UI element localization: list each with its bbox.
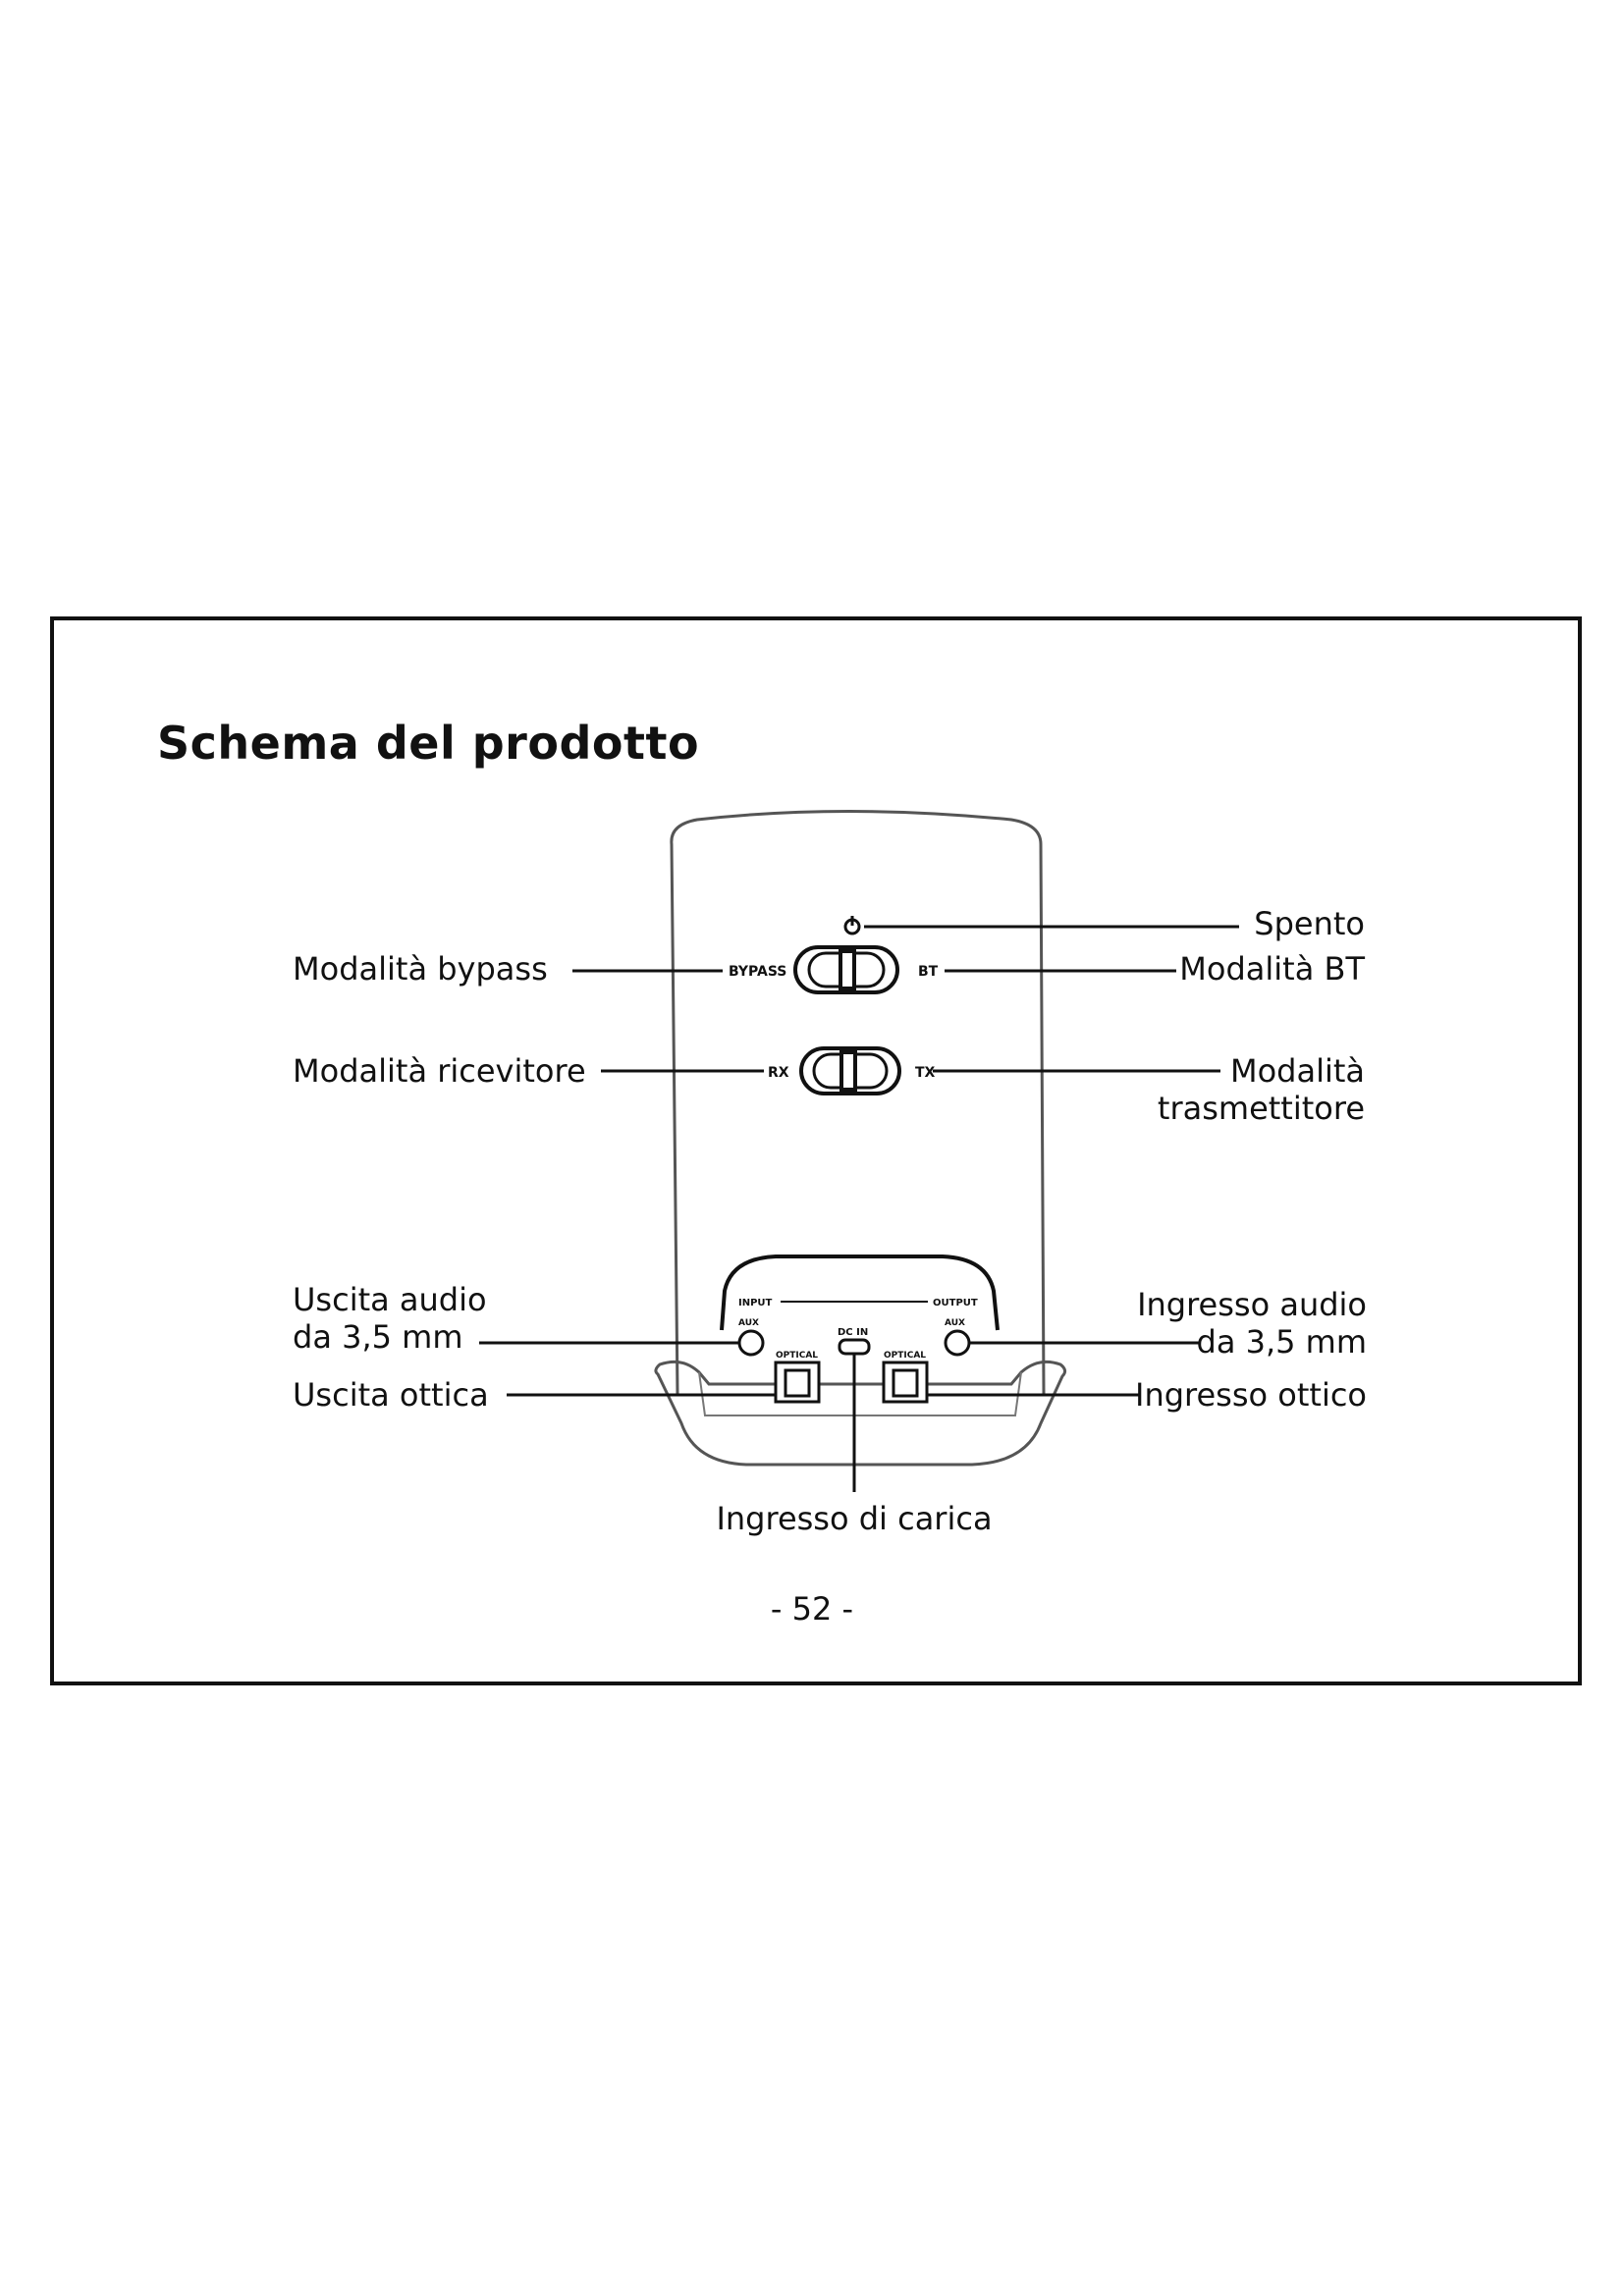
label-uscita-audio-line2: da 3,5 mm	[293, 1318, 463, 1356]
page-title: Schema del prodotto	[157, 717, 700, 770]
label-modalita-bypass: Modalità bypass	[293, 950, 548, 988]
bypass-bt-switch	[795, 947, 897, 992]
device-label-rx: RX	[768, 1065, 789, 1081]
device-label-aux-left: AUX	[738, 1318, 759, 1328]
rx-tx-switch	[801, 1048, 899, 1094]
aux-output-jack	[739, 1331, 763, 1355]
device-label-dc-in: DC IN	[838, 1327, 869, 1338]
label-ingresso-audio-line1: Ingresso audio	[1137, 1286, 1367, 1323]
label-modalita-ricevitore: Modalità ricevitore	[293, 1052, 586, 1090]
dc-in-port	[839, 1340, 869, 1354]
device-label-optical-left: OPTICAL	[776, 1351, 819, 1361]
label-ingresso-di-carica: Ingresso di carica	[716, 1500, 993, 1537]
device-label-output: OUTPUT	[933, 1298, 978, 1308]
device-label-aux-right: AUX	[945, 1318, 965, 1328]
optical-output-port	[776, 1362, 819, 1402]
optical-input-port	[884, 1362, 927, 1402]
label-modalita-trasmettitore-line1: Modalità	[1229, 1052, 1365, 1090]
base-outline	[656, 1362, 1065, 1465]
device-label-bt: BT	[918, 964, 939, 980]
label-spento: Spento	[1254, 905, 1365, 942]
device-label-optical-right: OPTICAL	[884, 1351, 927, 1361]
device-label-tx: TX	[915, 1065, 936, 1081]
label-uscita-audio-line1: Uscita audio	[293, 1281, 487, 1318]
page-number: - 52 -	[770, 1590, 854, 1628]
label-ingresso-audio-line2: da 3,5 mm	[1196, 1323, 1367, 1361]
label-modalita-trasmettitore-line2: trasmettitore	[1157, 1090, 1365, 1127]
aux-input-jack	[946, 1331, 969, 1355]
power-icon	[845, 916, 859, 934]
label-ingresso-ottico: Ingresso ottico	[1135, 1376, 1367, 1414]
label-modalita-bt: Modalità BT	[1179, 950, 1365, 988]
device-label-bypass: BYPASS	[729, 964, 787, 980]
label-uscita-ottica: Uscita ottica	[293, 1376, 489, 1414]
device-label-input: INPUT	[738, 1298, 773, 1308]
device-body-outline	[672, 812, 1044, 1395]
